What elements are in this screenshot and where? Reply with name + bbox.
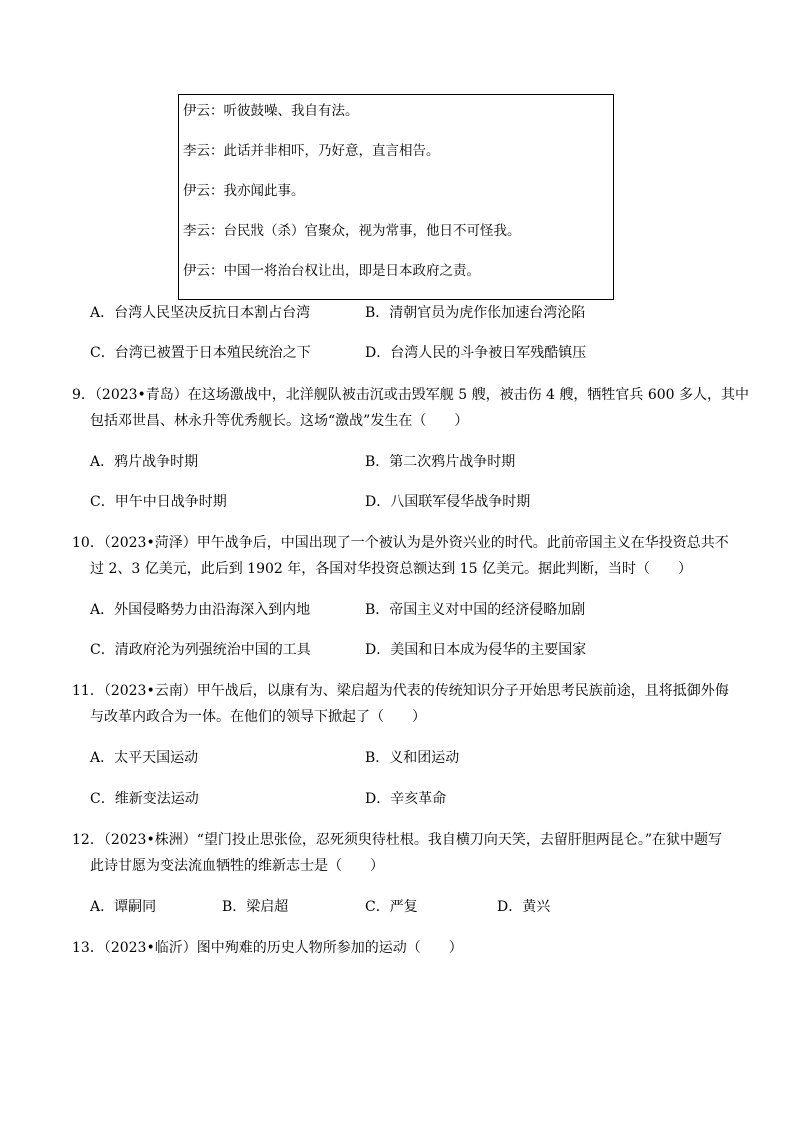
q12-stem-line-2: 此诗甘愿为变法流血牺牲的维新志士是（ ） xyxy=(90,858,384,874)
dialogue-box xyxy=(178,94,614,300)
q13-stem-line-1: 13．（2023•临沂）图中殉难的历史人物所参加的运动（ ） xyxy=(72,940,463,956)
dialogue-line-3: 伊云：我亦闻此事。 xyxy=(183,183,305,199)
q10-option-a: A．外国侵略势力由沿海深入到内地 xyxy=(90,602,311,618)
q12-option-c: C．严复 xyxy=(365,899,418,915)
q9-option-a: A．鸦片战争时期 xyxy=(90,454,199,470)
q11-stem-line-2: 与改革内政合为一体。在他们的领导下掀起了（ ） xyxy=(90,709,426,725)
q11-option-b: B．义和团运动 xyxy=(365,750,460,766)
q12-option-a: A．谭嗣同 xyxy=(90,899,157,915)
q12-stem-line-1: 12．（2023•株洲）“望门投止思张俭，忍死须臾待杜根。我自横刀向天笑，去留肝胆两昆仑。”在狱中题写 xyxy=(72,832,723,848)
q10-option-b: B．帝国主义对中国的经济侵略加剧 xyxy=(365,602,586,618)
q9-stem-line-2: 包括邓世昌、林永升等优秀舰长。这场“激战”发生在（ ） xyxy=(90,413,469,429)
q12-option-d: D．黄兴 xyxy=(497,899,551,915)
q8-option-b: B．清朝官员为虎作伥加速台湾沦陷 xyxy=(365,305,586,321)
q9-option-d: D．八国联军侵华战争时期 xyxy=(365,494,531,510)
q10-option-d: D．美国和日本成为侵华的主要国家 xyxy=(365,642,587,658)
q10-stem-line-2: 过 2、3 亿美元，此后到 1902 年，各国对华投资总额达到 15 亿美元。据此判断，当时（ ） xyxy=(90,561,692,577)
q10-option-c: C．清政府沦为列强统治中国的工具 xyxy=(90,642,311,658)
dialogue-line-4: 李云：台民戕（杀）官聚众，视为常事，他日不可怪我。 xyxy=(183,223,521,239)
dialogue-line-1: 伊云：听彼鼓噪、我自有法。 xyxy=(183,103,359,119)
dialogue-line-2: 李云：此话并非相吓，乃好意，直言相告。 xyxy=(183,143,440,159)
q11-option-c: C．维新变法运动 xyxy=(90,791,199,807)
q11-option-a: A．太平天国运动 xyxy=(90,750,199,766)
q11-stem-line-1: 11．（2023•云南）甲午战后，以康有为、梁启超为代表的传统知识分子开始思考民族前途，且将抵御外侮 xyxy=(72,683,729,699)
q8-option-d: D．台湾人民的斗争被日军残酷镇压 xyxy=(365,345,587,361)
q8-option-c: C．台湾已被置于日本殖民统治之下 xyxy=(90,345,311,361)
q9-stem-line-1: 9．（2023•青岛）在这场激战中，北洋舰队被击沉或击毁军舰 5 艘，被击伤 4 艘，牺牲官兵 600 多人，其中 xyxy=(72,387,750,403)
q8-option-a: A．台湾人民坚决反抗日本割占台湾 xyxy=(90,305,311,321)
q11-option-d: D．辛亥革命 xyxy=(365,791,447,807)
q9-option-b: B．第二次鸦片战争时期 xyxy=(365,454,516,470)
q12-option-b: B．梁启超 xyxy=(222,899,289,915)
q10-stem-line-1: 10．（2023•菏泽）甲午战争后，中国出现了一个被认为是外资兴业的时代。此前帝国主义在华投资总共不 xyxy=(72,535,729,551)
dialogue-line-5: 伊云：中国一将治台权让出，即是日本政府之责。 xyxy=(183,263,480,279)
q9-option-c: C．甲午中日战争时期 xyxy=(90,494,227,510)
